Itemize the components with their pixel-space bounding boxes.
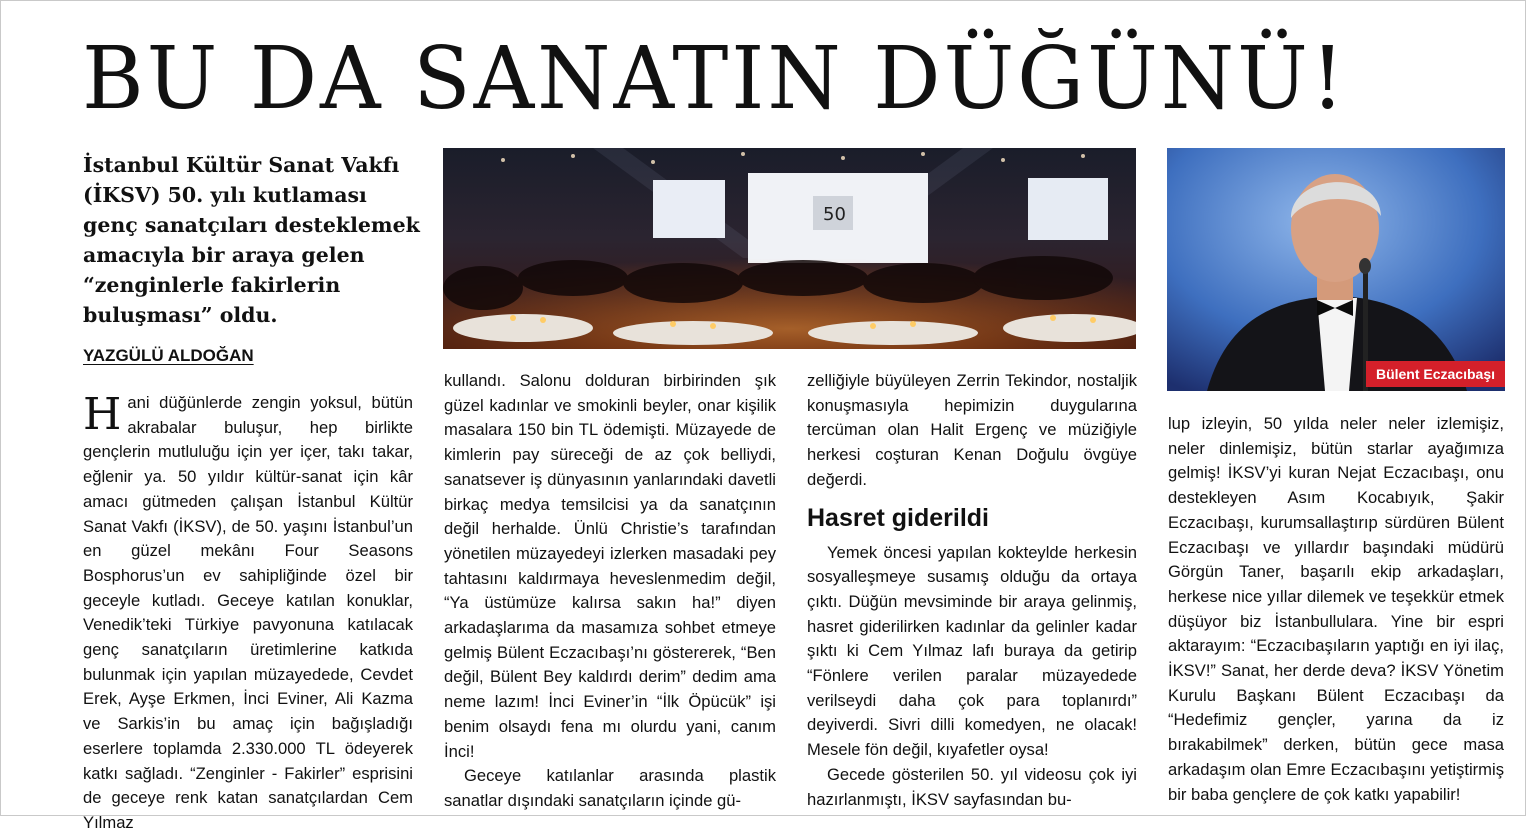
column-4-paragraph: lup izleyin, 50 yılda neler neler izlemişiz, neler dinlemişiz, bütün starlar ayağımıza gelmiş! İKSV’yi kuran Nejat Eczacıbaşı, onu destekleyen Asım Kocabıyık, Şakir Eczacıbaşı, kurumsallaştırıp sürdüren Bülent Eczacıbaşı ve yıllardır başındaki müdürü Görgün Taner, başarılı ekip arkadaşları, herkese nice yıllar dilemek ve teşekkür etmek düşüyor biz İstanbullulara. Yine bir espri aktarayım: “Eczacıbaşıların yaptığı en iyi ilaç, İKSV!” Sanat, her derde deva? İKSV Yönetim Kurulu Başkanı Bülent Eczacıbaşı da “Hedefimiz gençler, yarına da iz bırakabilmek” derken, bütün gece masa arkadaşım olan Emre Eczacıbaşını yetiştirmiş bir baba gençlere de çok katkı yapabilir! [1168,414,1504,804]
article-deck: İstanbul Kültür Sanat Vakfı (İKSV) 50. yılı kutlaması genç sanatçıları desteklemek amacıyla bir araya gelen “zenginlerle fakirlerin buluşması” oldu. [83,153,420,327]
gala-photo-image [443,148,1136,349]
column-2-paragraph-2: Geceye katılanlar arasında plastik sanatlar dışındaki sanatçıların içinde gü- [444,766,776,810]
portrait-photo-image [1167,148,1505,391]
column-1 [83,391,413,836]
svg-text:50: 50 [823,204,846,225]
column-3-paragraph-1: zelliğiyle büyüleyen Zerrin Tekindor, nostaljik konuşmasıyla hepimizin duygularına tercüman olan Halit Ergenç ve müziğiyle herkesi coşturan Kenan Doğulu övgüye değerdi. [807,371,1137,489]
column-2 [444,369,776,814]
column-1-paragraph: ani düğünlerde zengin yoksul, bütün akrabalar buluşur, hep birlikte gençlerin mutluluğu için yer içer, takı takar, eğlenir ya. 50 yıldır kültür-sanat için kâr amacı gütmeden çalışan İstanbul Kültür Sanat Vakfı (İKSV), de 50. yaşını İstanbul’un en güzel mekânı Four Seasons Bosphorus’un ev sahipliğinde özel bir geceyle kutladı. Geceye katılan konuklar, Venedik’teki Türkiye pavyonuna katılacak genç sanatçıların üretimlerine katkıda bulunmak için yapılan müzayedede, Cevdet Erek, Ayşe Erkmen, İnci Eviner, Ali Kazma ve Sarkis’in bu amaç için bağışladığı eserlere toplamda 2.330.000 TL ödeyerek katkı sağladı. “Zenginler - Fakirler” esprisini de geceye renk katan sanatçılardan Cem Yılmaz [83,393,413,832]
photo-caption: Bülent Eczacıbaşı [1366,361,1505,387]
subheading: Hasret giderildi [807,503,989,532]
column-2-paragraph-1: kullandı. Salonu dolduran birbirinden şık güzel kadınlar ve smokinli beyler, onar kişilik masalara 150 bin TL ödemişti. Müzayede de kimlerin pay süreceği de az çok belliydi, sanatsever iş dünyasının yanlarındaki davetli birkaç medya temsilcisi ya da sanatçının değil herhalde. Ünlü Christie’s tarafından yönetilen müzayedeyi izlerken masadaki pey tahtasını kaldırmaya heveslenmedim değil, “Ya üstümüze kalırsa sakın ha!” diyen arkadaşlarıma da masamıza sohbet etmeye gelmiş Bülent Eczacıbaşı’nı göstererek, “Ben değil, Bülent Bey kaldırdı derim” dedim ama neme lazım! İnci Eviner’in “İlk Öpücük” işi benim olsaydı fena mı olurdu yani, canım İnci! [444,371,776,761]
gala-photo [443,148,1136,349]
byline: YAZGÜLÜ ALDOĞAN [83,346,254,365]
column-3-paragraph-2: Yemek öncesi yapılan kokteylde herkesin sosyalleşmeye susamış olduğu da ortaya çıktı. Düğün mevsiminde bir araya gelinmiş, hasret giderilirken kadınlar da gelinler kadar şıktı ki Cem Yılmaz lafı buraya da getirip “Fönlere verilen paralar müzayedede verilseydi daha çok para toplanırdı” deyiverdi. Sivri dilli komedyen, ne olacak! Mesele fön değil, kıyafetler oysa! [807,542,1137,760]
drop-cap: H [83,389,122,440]
column-4 [1168,412,1504,807]
column-3-paragraph-3: Gecede gösterilen 50. yıl videosu çok iyi hazırlanmıştı, İKSV sayfasından bu- [807,764,1137,809]
column-3 [807,369,1137,812]
portrait-photo [1167,148,1505,391]
headline: BU DA SANATIN DÜĞÜNÜ! [82,29,1348,129]
